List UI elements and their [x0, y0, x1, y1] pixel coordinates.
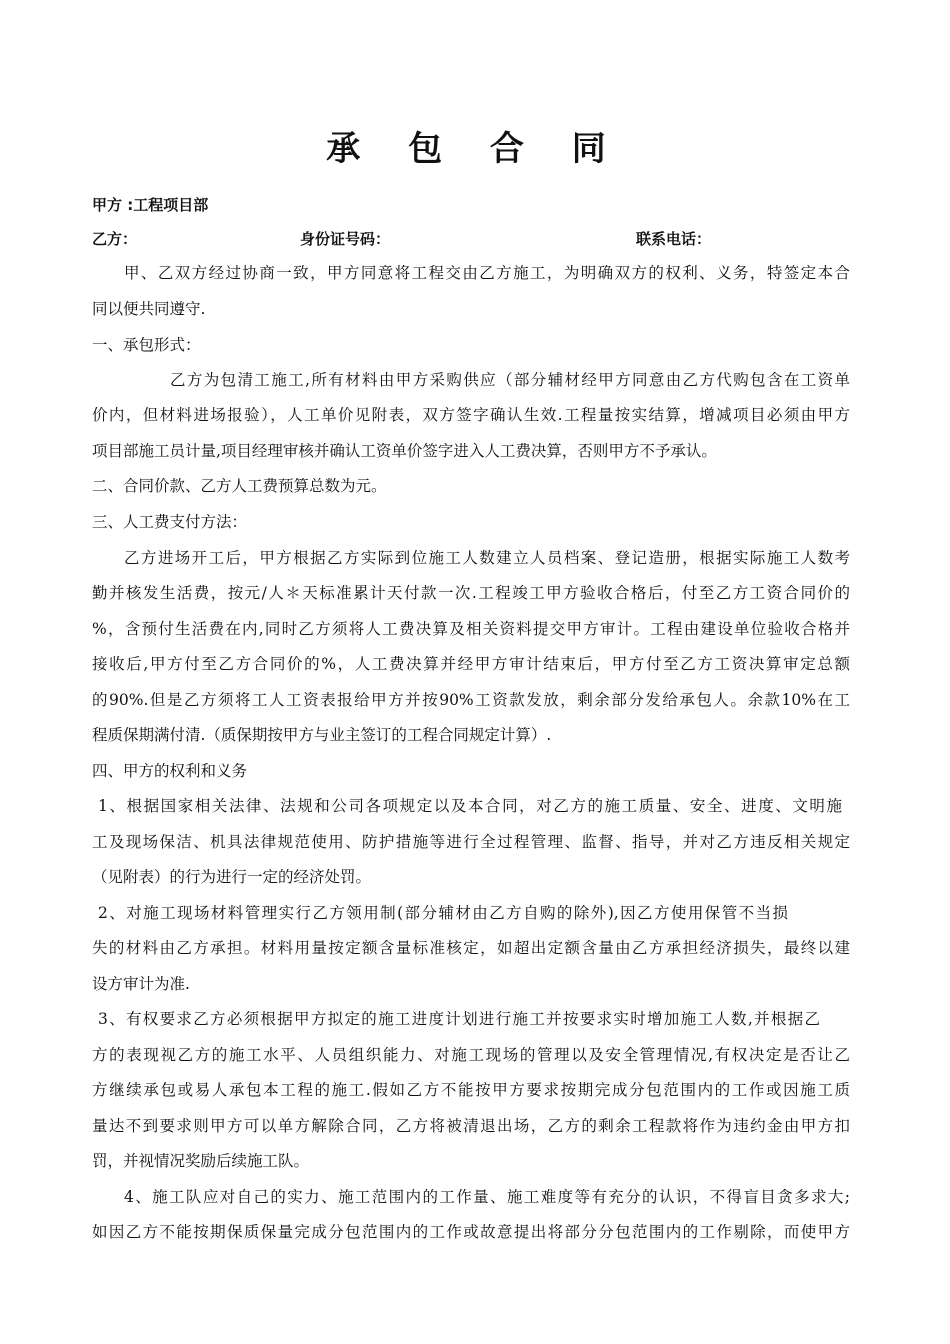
paragraph-line: 量达不到要求则甲方可以单方解除合同，乙方将被清退出场，乙方的剩余工程款将作为违约金由甲方扣 — [92, 1117, 850, 1135]
paragraph-line: 价内，但材料进场报验），人工单价见附表，双方签字确认生效.工程量按实结算，增减项目必须由甲方 — [92, 406, 850, 424]
paragraph-line: 勤并核发生活费，按元/人＊天标准累计天付款一次.工程竣工甲方验收合格后，付至乙方工资合同价的 — [92, 584, 850, 602]
paragraph-line: 设方审计为准. — [92, 975, 190, 993]
section-heading: 三、人工费支付方法： — [92, 513, 248, 531]
party-b-label: 乙方： — [92, 230, 138, 248]
paragraph-line: 失的材料由乙方承担。材料用量按定额含量标准核定，如超出定额含量由乙方承担经济损失，最终以建 — [92, 939, 850, 957]
party-a-line: 甲方 :工程项目部 — [92, 196, 209, 214]
paragraph-line: 方的表现视乙方的施工水平、人员组织能力、对施工现场的管理以及安全管理情况,有权决定是否让乙 — [92, 1046, 850, 1064]
paragraph-line: 乙方为包清工施工,所有材料由甲方采购供应（部分辅材经甲方同意由乙方代购包含在工资单 — [170, 371, 850, 389]
paragraph-line: 项目部施工员计量,项目经理审核并确认工资单价签字进入人工费决算，否则甲方不予承认。 — [92, 442, 717, 460]
paragraph-line: 的90%.但是乙方须将工人工资表报给甲方并按90%工资款发放，剩余部分发给承包人。余款10%在工 — [92, 691, 850, 709]
document-title: 承 包 合 同 — [326, 129, 624, 169]
paragraph-line: %，含预付生活费在内,同时乙方须将人工费决算及相关资料提交甲方审计。工程由建设单位验收合格并 — [92, 620, 850, 638]
section-heading: 一、承包形式： — [92, 336, 201, 354]
paragraph-line: 接收后,甲方付至乙方合同价的%，人工费决算并经甲方审计结束后，甲方付至乙方工资决算审定总额 — [92, 655, 850, 673]
paragraph-line: 同以便共同遵守. — [92, 300, 206, 318]
paragraph-line: 方继续承包或易人承包本工程的施工.假如乙方不能按甲方要求按期完成分包范围内的工作或因施工质 — [92, 1081, 850, 1099]
paragraph-line: 罚，并视情况奖励后续施工队。 — [92, 1152, 310, 1170]
paragraph-line: 2、对施工现场材料管理实行乙方领用制(部分辅材由乙方自购的除外),因乙方使用保管不当损 — [98, 904, 788, 922]
paragraph-line: 如因乙方不能按期保质保量完成分包范围内的工作或故意提出将部分分包范围内的工作剔除，而使甲方 — [92, 1223, 850, 1241]
phone-label: 联系电话： — [636, 230, 712, 248]
paragraph-line: 程质保期满付清.（质保期按甲方与业主签订的工程合同规定计算）. — [92, 726, 552, 744]
section-heading: 四、甲方的权利和义务 — [92, 762, 248, 780]
section-heading: 二、合同价款、乙方人工费预算总数为元。 — [92, 477, 387, 495]
paragraph-line: 甲、乙双方经过协商一致，甲方同意将工程交由乙方施工，为明确双方的权利、义务，特签定本合 — [124, 264, 850, 282]
id-number-label: 身份证号码： — [300, 230, 391, 248]
paragraph-line: 4、施工队应对自己的实力、施工范围内的工作量、施工难度等有充分的认识，不得盲目贪多求大; — [124, 1188, 850, 1206]
paragraph-line: 工及现场保洁、机具法律规范使用、防护措施等进行全过程管理、监督、指导，并对乙方违反相关规定 — [92, 833, 850, 851]
paragraph-line: 3、有权要求乙方必须根据甲方拟定的施工进度计划进行施工并按要求实时增加施工人数,并根据乙 — [98, 1010, 820, 1028]
paragraph-line: （见附表）的行为进行一定的经济处罚。 — [92, 868, 372, 886]
paragraph-line: 乙方进场开工后，甲方根据乙方实际到位施工人数建立人员档案、登记造册，根据实际施工人数考 — [124, 549, 850, 567]
paragraph-line: 1、根据国家相关法律、法规和公司各项规定以及本合同，对乙方的施工质量、安全、进度、文明施 — [98, 797, 842, 815]
